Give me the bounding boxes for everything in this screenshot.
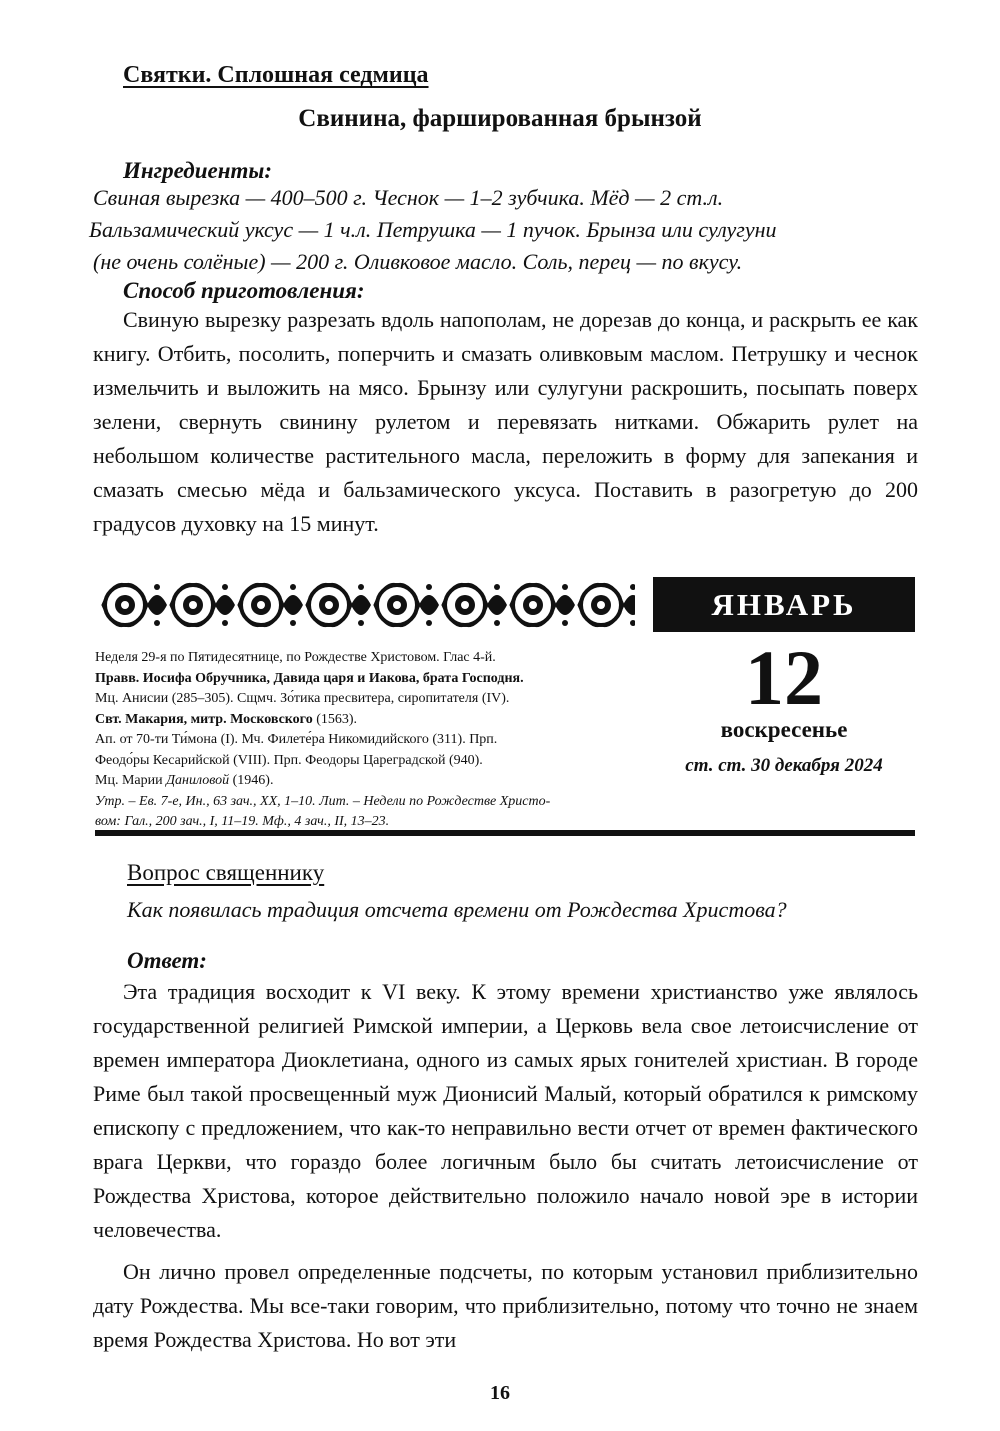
- saints-line: [95, 710, 643, 731]
- readings-line: Утр. – Ев. 7-е, Ин., 63 зач., XX, 1–10. Лит. – Недели по Рождестве Христо-: [95, 793, 551, 809]
- saints-block: [95, 648, 643, 833]
- answer-heading: Ответ:: [127, 948, 207, 973]
- answer-paragraph: Эта традиция восходит к VI веку. К этому времени христианство уже являлось государственной религией Римской империи, а Церковь вела свое летоисчисление от времен императора Диоклетиана, одного из самых ярых гонителей христиан. В городе Риме был такой просвещенный муж Дионисий Малый, который обратился к римскому епископу с предложением, что как-то неправильно вести отчет от времен фактического врага Церкви, что гораздо более логичным было бы считать летоисчисление от Рождества Христова, которое действительно положило начало новой эре в истории человечества.: [93, 979, 918, 1242]
- saints-line: Правв. Иосифа Обручника, Давида царя и Иакова, брата Господня.: [95, 670, 524, 686]
- method-paragraph: Свиную вырезку разрезать вдоль напополам, не дорезав до конца, и раскрыть ее как книгу. Отбить, посолить, поперчить и смазать оливковым маслом. Петрушку и чеснок измельчить и выложить на мясо. Брынзу или сулугуни раскрошить, посыпать поверх зелени, свернуть свинину рулетом и перевязать нитками. Обжарить рулет на небольшом количестве растительного масла, переложить в форму для запекания и смазать смесью мёда и бальзамического уксуса. Поставить в разогретую до 200 градусов духовку на 15 минут.: [93, 307, 918, 536]
- question-section-heading: Вопрос священнику: [127, 860, 325, 885]
- saints-line: Неделя 29-я по Пятидесятнице, по Рождестве Христовом. Глас 4-й.: [95, 650, 496, 665]
- ornament-border: [95, 573, 635, 637]
- ingredients-line: Бальзамический уксус — 1 ч.л. Петрушка — 1 пучок. Брынза или сулугуни: [89, 217, 777, 242]
- saints-bold-name: Свт. Макария, митр. Московского: [95, 711, 313, 727]
- saints-year: (1563).: [312, 711, 358, 727]
- method-text: [93, 303, 918, 541]
- readings-line: вом: Гал., 200 зач., I, 11–19. Мф., 4 зач., II, 13–23.: [95, 814, 390, 829]
- saints-text: Мц. Марии: [95, 773, 167, 788]
- old-style-date: ст. ст. 30 декабря 2024: [685, 755, 883, 776]
- saints-line: Мц. Анисии (285–305). Сщмч. Зо́тика пресвитера, сиропитателя (IV).: [95, 691, 510, 706]
- section-heading: Святки. Сплошная седмица: [123, 62, 429, 88]
- ingredients-list: [89, 182, 913, 278]
- saints-line: [95, 771, 643, 792]
- ingredients-line: Свиная вырезка — 400–500 г. Чеснок — 1–2 зубчика. Мёд — 2 ст.л.: [93, 185, 724, 210]
- saints-line: Ап. от 70-ти Ти́мона (I). Мч. Филете́ра Никомидийского (311). Прп.: [95, 732, 498, 747]
- weekday: воскресенье: [720, 717, 848, 742]
- day-number: 12: [745, 634, 823, 721]
- page-number: 16: [490, 1382, 510, 1404]
- ingredients-line: (не очень солёные) — 200 г. Оливковое масло. Соль, перец — по вкусу.: [93, 249, 743, 274]
- answer-paragraph: Он лично провел определенные подсчеты, по которым установил приблизительно дату Рождества. Мы все-таки говорим, что приблизительно, потому что точно не знаем время Рождества Христова. Но вот эти: [93, 1259, 918, 1352]
- recipe-title: Свинина, фаршированная брынзой: [298, 105, 702, 132]
- horizontal-rule: [95, 830, 915, 836]
- question-text: Как появилась традиция отсчета времени от Рождества Христова?: [127, 897, 787, 922]
- answer-text: [93, 975, 918, 1357]
- saints-line: Феодо́ры Кесарийской (VIII). Прп. Феодоры Цареградской (940).: [95, 752, 483, 768]
- month-banner: ЯНВАРЬ: [653, 577, 915, 632]
- ingredients-heading: Ингредиенты:: [123, 158, 272, 183]
- method-heading: Способ приготовления:: [123, 278, 365, 303]
- saints-italic-name: Даниловой: [166, 773, 230, 788]
- saints-year: (1946).: [229, 773, 274, 788]
